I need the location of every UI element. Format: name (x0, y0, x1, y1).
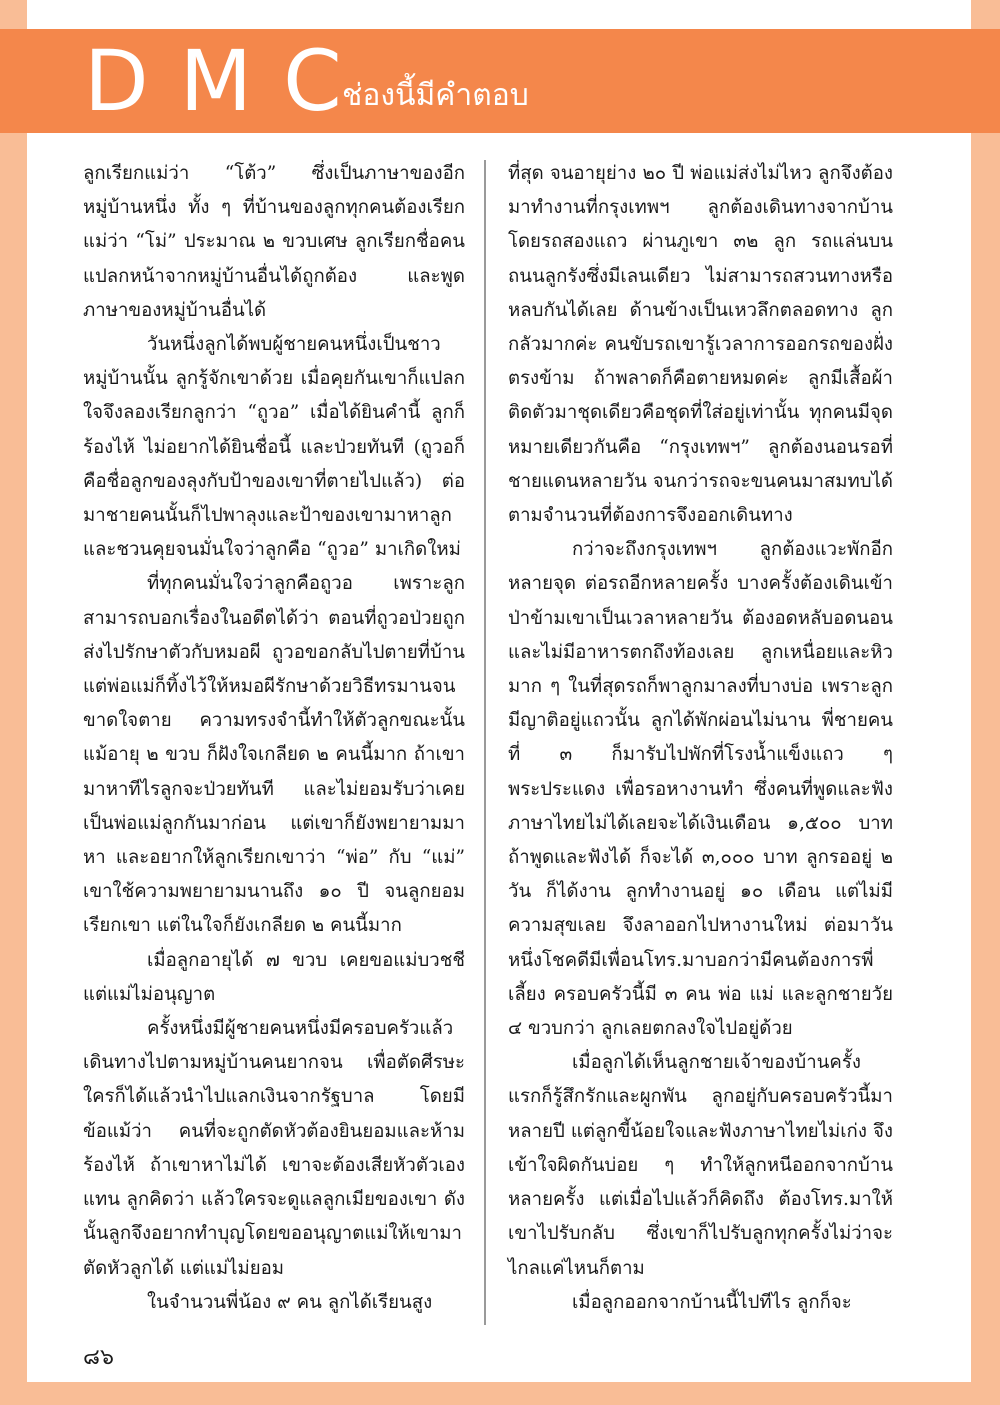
paragraph: เมื่อลูกได้เห็นลูกชายเจ้าของบ้านครั้งแรกก็รู้สึกรักและผูกพัน ลูกอยู่กับครอบครัวนี้มาหลายปี แต่ลูกขี้น้อยใจและฟังภาษาไทยไม่เก่ง จึงเข้าใจผิดกันบ่อย ๆ ทำให้ลูกหนีออกจากบ้านหลายครั้ง แต่เมื่อไปแล้วก็คิดถึง ต้องโทร.มาให้เขาไปรับกลับ ซึ่งเขาก็ไปรับลูกทุกครั้งไม่ว่าจะไกลแค่ไหนก็ตาม (508, 1052, 893, 1279)
paragraph: เมื่อลูกออกจากบ้านนี้ไปทีไร ลูกก็จะ (572, 1291, 852, 1313)
column-divider (484, 160, 486, 1325)
paragraph: ลูกเรียกแม่ว่า “โต้ว” ซึ่งเป็นภาษาของอีกหมู่บ้านหนึ่ง ทั้ง ๆ ที่บ้านของลูกทุกคนต้องเรียกแม่ว่า “โม่” ประมาณ ๒ ขวบเศษ ลูกเรียกชื่อคนแปลกหน้าจากหมู่บ้านอื่นได้ถูกต้อง และพูดภาษาของหมู่บ้านอื่นได้ (83, 163, 465, 321)
paragraph: วันหนึ่งลูกได้พบผู้ชายคนหนึ่งเป็นชาวหมู่บ้านนั้น ลูกรู้จักเขาด้วย เมื่อคุยกันเขาก็แปลกใจจึงลองเรียกลูกว่า “ถูวอ” เมื่อได้ยินคำนี้ ลูกก็ร้องไห้ ไม่อยากได้ยินชื่อนี้ และป่วยทันที (ถูวอก็คือชื่อลูกของลุงกับป้าของเขาที่ตายไปแล้ว) ต่อมาชายคนนั้นก็ไปพาลุงและป้าของเขามาหาลูก และชวนคุยจนมั่นใจว่าลูกคือ “ถูวอ” มาเกิดใหม่ (83, 334, 465, 561)
paragraph: กว่าจะถึงกรุงเทพฯ ลูกต้องแวะพักอีกหลายจุด ต่อรถอีกหลายครั้ง บางครั้งต้องเดินเข้าป่าข้ามเขาเป็นเวลาหลายวัน ต้องอดหลับอดนอนและไม่มีอาหารตกถึงท้องเลย ลูกเหนื่อยและหิวมาก ๆ ในที่สุดรถก็พาลูกมาลงที่บางบ่อ เพราะลูกมีญาติอยู่แถวนั้น ลูกได้พักผ่อนไม่นาน พี่ชายคนที่ ๓ ก็มารับไปพักที่โรงน้ำแข็งแถว ๆ พระประแดง เพื่อรอหางานทำ ซึ่งคนที่พูดและฟังภาษาไทยไม่ได้เลยจะได้เงินเดือน ๑,๕๐๐ บาท ถ้าพูดและฟังได้ ก็จะได้ ๓,๐๐๐ บาท ลูกรออยู่ ๒ วัน ก็ได้งาน ลูกทำงานอยู่ ๑๐ เดือน แต่ไม่มีความสุขเลย จึงลาออกไปหางานใหม่ ต่อมาวันหนึ่งโชคดีมีเพื่อนโทร.มาบอกว่ามีคนต้องการพี่เลี้ยง ครอบครัวนี้มี ๓ คน พ่อ แม่ และลูกชายวัย ๔ ขวบกว่า ลูกเลยตกลงใจไปอยู่ด้วย (508, 539, 893, 1040)
section-title: DMC (84, 32, 373, 130)
paragraph: ครั้งหนึ่งมีผู้ชายคนหนึ่งมีครอบครัวแล้ว เดินทางไปตามหมู่บ้านคนยากจน เพื่อตัดศีรษะใครก็ได้แล้วนำไปแลกเงินจากรัฐบาล โดยมีข้อแม้ว่า คนที่จะถูกตัดหัวต้องยินยอมและห้ามร้องไห้ ถ้าเขาหาไม่ได้ เขาจะต้องเสียหัวตัวเองแทน ลูกคิดว่า แล้วใครจะดูแลลูกเมียของเขา ดังนั้นลูกจึงอยากทำบุญโดยขออนุญาตแม่ให้เขามาตัดหัวลูกได้ แต่แม่ไม่ยอม (83, 1018, 465, 1279)
paragraph: ที่สุด จนอายุย่าง ๒๐ ปี พ่อแม่ส่งไม่ไหว ลูกจึงต้องมาทำงานที่กรุงเทพฯ ลูกต้องเดินทางจากบ้านโดยรถสองแถว ผ่านภูเขา ๓๒ ลูก รถแล่นบนถนนลูกรังซึ่งมีเลนเดียว ไม่สามารถสวนทางหรือหลบกันได้เลย ด้านข้างเป็นเหวลึกตลอดทาง ลูกกลัวมากค่ะ คนขับรถเขารู้เวลาการออกรถของฝั่งตรงข้าม ถ้าพลาดก็คือตายหมดค่ะ ลูกมีเสื้อผ้าติดตัวมาชุดเดียวคือชุดที่ใส่อยู่เท่านั้น ทุกคนมีจุดหมายเดียวกันคือ “กรุงเทพฯ” ลูกต้องนอนรอที่ชายแดนหลายวัน จนกว่ารถจะขนคนมาสมทบได้ตามจำนวนที่ต้องการจึงออกเดินทาง (508, 163, 894, 527)
paragraph: ในจำนวนพี่น้อง ๙ คน ลูกได้เรียนสูง (147, 1291, 433, 1313)
section-subtitle: ช่องนี้มีคำตอบ (342, 78, 529, 113)
paragraph: เมื่อลูกอายุได้ ๗ ขวบ เคยขอแม่บวชชี แต่แม่ไม่อนุญาต (83, 949, 465, 1005)
right-column (508, 157, 893, 1320)
paragraph: ที่ทุกคนมั่นใจว่าลูกคือถูวอ เพราะลูกสามารถบอกเรื่องในอดีตได้ว่า ตอนที่ถูวอป่วยถูกส่งไปรักษาตัวกับหมอผี ถูวอขอกลับไปตายที่บ้าน แต่พ่อแม่ก็ทิ้งไว้ให้หมอผีรักษาด้วยวิธีทรมานจนขาดใจตาย ความทรงจำนี้ทำให้ตัวลูกขณะนั้นแม้อายุ ๒ ขวบ ก็ฝังใจเกลียด ๒ คนนี้มาก ถ้าเขามาหาทีไรลูกจะป่วยทันที และไม่ยอมรับว่าเคยเป็นพ่อแม่ลูกกันมาก่อน แต่เขาก็ยังพยายามมาหา และอยากให้ลูกเรียกเขาว่า “พ่อ” กับ “แม่” เขาใช้ความพยายามนานถึง ๑๐ ปี จนลูกยอมเรียกเขา แต่ในใจก็ยังเกลียด ๒ คนนี้มาก (83, 573, 465, 937)
left-column (83, 157, 465, 1320)
page-number: ๘๖ (83, 1345, 114, 1370)
